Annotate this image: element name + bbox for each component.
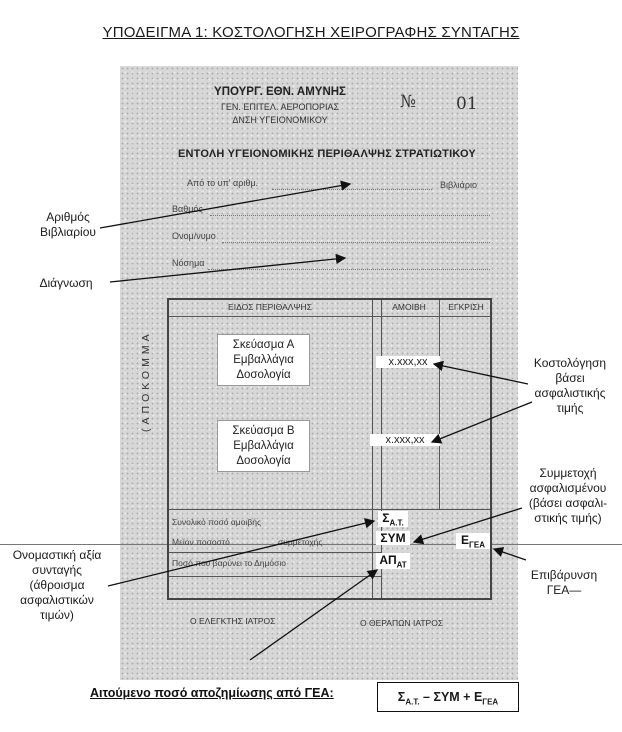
field-rank: Βαθμός [172, 204, 203, 214]
arrow-public-amount [250, 570, 377, 660]
inspector-doctor: Ο ΕΛΕΓΚΤΗΣ ΙΑΤΡΟΣ [190, 616, 276, 626]
stub-side-label: (ΑΠΟΚΟΜΜΑ [140, 330, 152, 432]
col-treatment-header: ΕΙΔΟΣ ΠΕΡΙΘΑΛΨΗΣ [228, 302, 312, 312]
arrow-cost-item-a [434, 364, 528, 384]
number-value: 01 [456, 94, 478, 114]
annotation-nominal-value: Ονομαστική αξία συνταγής (άθροισμα ασφαλιστικών τιμών) [12, 548, 102, 622]
annotation-booklet-number: Αριθμός Βιβλιαρίου [40, 210, 96, 239]
item-b-name: Σκεύασμα Β [232, 425, 295, 437]
ministry-header: ΥΠΟΥΡΓ. ΕΘΝ. ΑΜΥΝΗΣ [214, 86, 346, 98]
item-b-price: x.xxx,xx [370, 434, 440, 446]
annotation-insured-participation: Συμμετοχή ασφαλισμένου (βάσει ασφαλι- στικής τιμής) [528, 466, 608, 525]
sum-symbol: $\Sigma_{A.T.}$ [378, 511, 408, 527]
item-a-dosage: Δοσολογία [236, 369, 291, 381]
annotation-gea-charge: Επιβάρυνση ΓΕΑ— [530, 568, 598, 597]
field-from-number: Από το υπ' αριθμ. [187, 178, 259, 188]
participation-label: συμμετοχής [278, 537, 323, 547]
treating-doctor: Ο ΘΕΡΑΠΩΝ ΙΑΤΡΟΣ [360, 618, 444, 628]
arrow-diagnosis [110, 258, 345, 282]
col-fee-header: ΑΜΟΙΒΗ [392, 302, 426, 312]
ap-symbol: $A\Pi_{AT}$ [376, 553, 410, 569]
formula-box: $\Sigma_{A.T.} - \Sigma\Upsilon M + E_{\Gamma EA}$ [377, 682, 519, 712]
item-a-packages: Εμβαλλάγια [233, 354, 294, 366]
arrow-cost-item-b [432, 402, 532, 442]
col-approval-header: ΕΓΚΡΙΣΗ [448, 302, 484, 312]
minus-percent-label: Μείον ποσοστό [172, 537, 230, 547]
item-b-packages: Εμβαλλάγια [233, 440, 294, 452]
annotation-diagnosis: Διάγνωση [39, 276, 93, 290]
total-amount-label: Συνολικό ποσό αμοιβής [172, 517, 262, 527]
general-staff-header: ΓΕΝ. ΕΠΙΤΕΛ. ΑΕΡΟΠΟΡΙΑΣ [220, 102, 340, 112]
public-amount-label: Ποσό που βαρύνει το Δημόσιο [172, 558, 287, 568]
arrow-participation [414, 508, 522, 542]
item-a-price: x.xxx,xx [376, 356, 440, 368]
annotation-cost-insurance: Κοστολόγηση βάσει ασφαλιστικής τιμής [533, 356, 607, 415]
sym-symbol: ΣΥΜ [376, 531, 410, 545]
page-title: ΥΠΟΔΕΙΓΜΑ 1: ΚΟΣΤΟΛΟΓΗΣΗ ΧΕΙΡΟΓΡΑΦΗΣ ΣΥΝΤΑΓΗΣ [102, 24, 520, 41]
item-b-dosage: Δοσολογία [236, 455, 291, 467]
e-gea-symbol: $E_{\Gamma EA}$ [456, 533, 490, 549]
arrow-nominal-value [108, 521, 374, 586]
field-full-name: Ονομ/νυμο [172, 231, 216, 241]
field-booklet: Βιβλιάριο [440, 180, 478, 190]
requested-amount-label: Αιτούμενο ποσό αποζημίωσης από ΓΕΑ: [90, 686, 334, 700]
arrow-gea-charge [494, 549, 526, 560]
order-title: ΕΝΤΟΛΗ ΥΓΕΙΟΝΟΜΙΚΗΣ ΠΕΡΙΘΑΛΨΗΣ ΣΤΡΑΤΙΩΤΙΚΟΥ [178, 148, 476, 160]
field-illness: Νόσημα [172, 258, 205, 268]
item-a-name: Σκεύασμα Α [232, 339, 295, 351]
directorate-header: ΔΝΣΗ ΥΓΕΙΟΝΟΜΙΚΟΥ [232, 115, 328, 125]
arrow-booklet-number [100, 184, 350, 228]
number-label: № [400, 92, 417, 112]
